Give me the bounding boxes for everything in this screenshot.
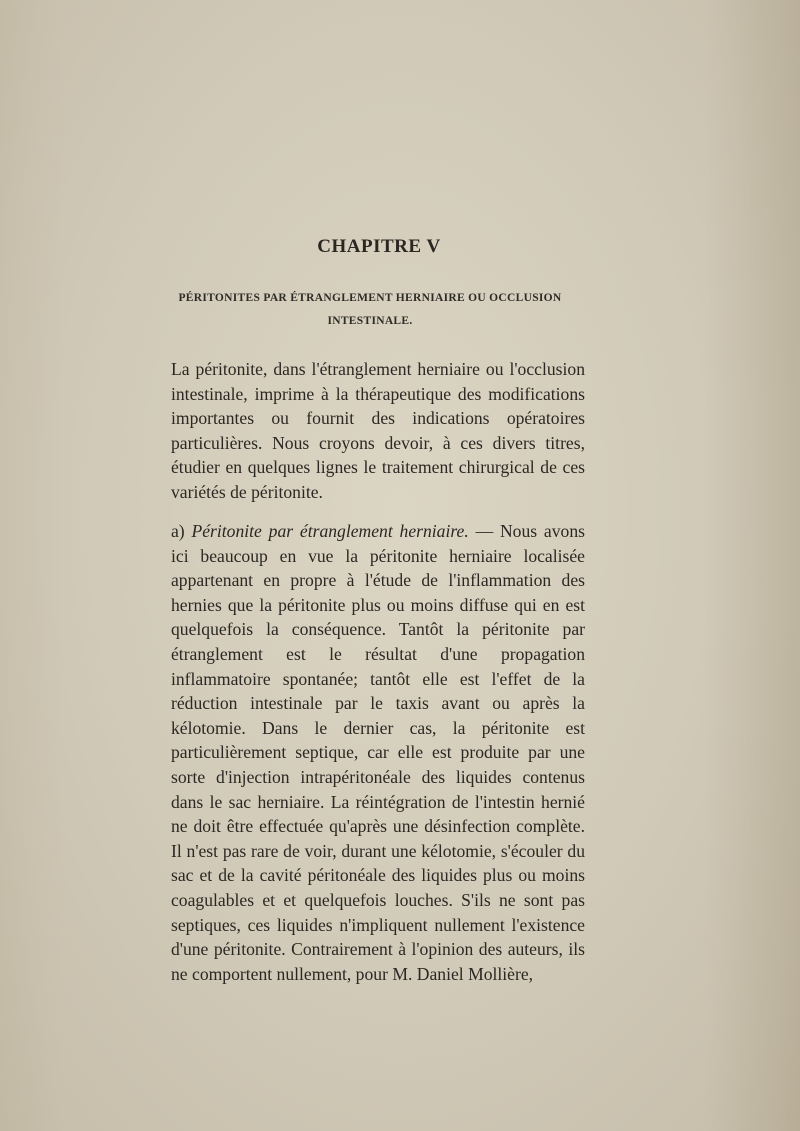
paragraph-2-text	[155, 519, 585, 986]
paragraph-2-title: Péritonite par étranglement herniaire.	[191, 521, 469, 541]
paragraph-2-body: — Nous avons ici beaucoup en vue la péritonite herniaire localisée appartenant en propre à l'étude de l'inflammation des hernies que la péritonite plus ou moins diffuse qui en est quelquefois la conséquence. Tantôt la péritonite par étranglement est le résultat d'une propagation inflammatoire spontanée; tantôt elle est l'effet de la réduction intestinale par le taxis avant ou après la kélotomie. Dans le dernier cas, la péritonite est particulièrement septique, car elle est produite par une sorte d'injection intrapéritonéale des liquides contenus dans le sac herniaire. La réintégration de l'intestin hernié ne doit être effectuée qu'après une désinfection complète. Il n'est pas rare de voir, durant une kélotomie, s'écouler du sac et de la cavité péritonéale des liquides plus ou moins coagulables et et quelquefois louches. S'ils ne sont pas septiques, ces liquides n'impliquent nullement l'existence d'une péritonite. Contrairement à l'opinion des auteurs, ils ne comportent nullement, pour M. Daniel Mollière,	[171, 521, 585, 984]
paragraph-1	[155, 357, 585, 505]
chapter-title: CHAPITRE V	[317, 236, 441, 257]
paragraph-1-text: La péritonite, dans l'étranglement herniaire ou l'occlusion intestinale, imprime à la thérapeutique des modifications importantes ou fournit des indications opératoires particulières. Nous croyons devoir, à ces divers titres, étudier en quelques lignes le traitement chirurgical de ces variétés de péritonite.	[171, 359, 585, 502]
paragraph-2	[155, 519, 585, 986]
section-heading-line-1: PÉRITONITES PAR ÉTRANGLEMENT HERNIAIRE OU OCCLUSION	[178, 292, 562, 304]
paragraph-2-marker: a)	[171, 521, 185, 541]
section-heading-line-2: INTESTINALE.	[327, 315, 413, 327]
section-heading	[160, 287, 580, 333]
